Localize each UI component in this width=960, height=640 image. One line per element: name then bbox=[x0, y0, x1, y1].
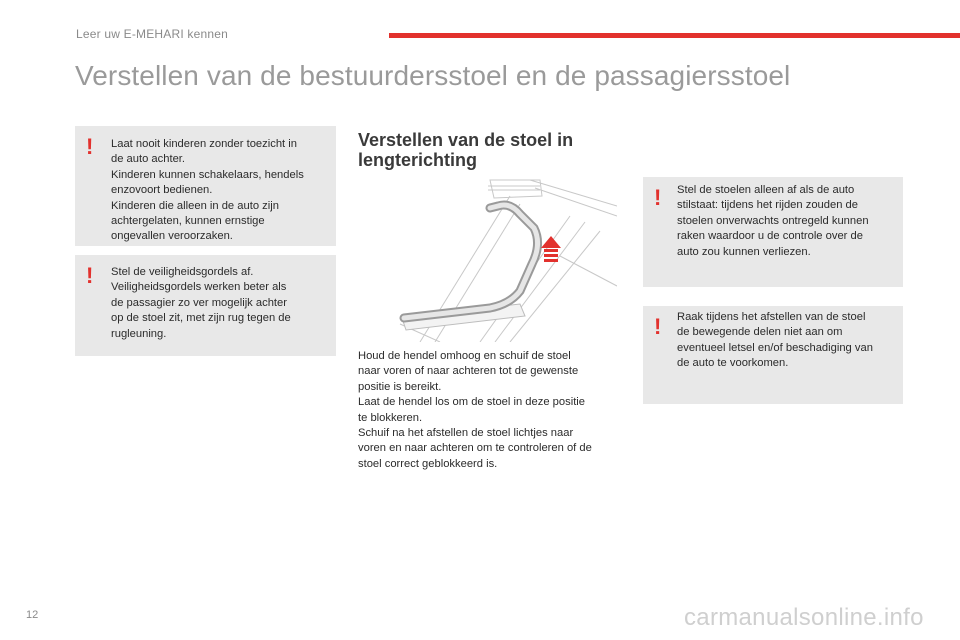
instruction-text: Houd de hendel omhoog en schuif de stoel naar voren of naar achteren tot de gewenste positie is bereikt. Laat de hendel los om de stoel in deze positie te blokkeren. Schuif na het afstellen de stoel lichtjes naar voren en naar achteren om te controleren of de stoel correct geblokkeerd is. bbox=[358, 350, 592, 470]
section-label: Leer uw E-MEHARI kennen bbox=[76, 27, 228, 41]
watermark: carmanualsonline.info bbox=[684, 604, 924, 631]
warning-box-moving-parts bbox=[643, 306, 903, 404]
page-number: 12 bbox=[26, 609, 39, 621]
section-heading: Verstellen van de stoel in lengterichting bbox=[358, 130, 574, 170]
exclamation-icon: ! bbox=[86, 263, 94, 288]
page-title: Verstellen van de bestuurdersstoel en de passagiersstoel bbox=[75, 60, 791, 91]
seat-lever-illustration bbox=[360, 176, 617, 342]
header-accent-bar bbox=[389, 33, 960, 38]
warning-text: Stel de veiligheidsgordels af. Veiligheidsgordels werken beter als de passagier zo ver mogelijk achter op de stoel zit, met zijn rug tegen de rugleuning. bbox=[111, 266, 291, 340]
warning-box-children bbox=[75, 126, 336, 246]
exclamation-icon: ! bbox=[654, 185, 662, 210]
exclamation-icon: ! bbox=[654, 314, 662, 339]
warning-box-seatbelts bbox=[75, 255, 336, 356]
warning-box-stationary bbox=[643, 177, 903, 287]
warning-text: Laat nooit kinderen zonder toezicht in de auto achter. Kinderen kunnen schakelaars, hendels enzovoort bedienen. Kinderen die alleen in de auto zijn achtergelaten, kunnen ernstige ongevallen veroorzaken. bbox=[111, 138, 304, 243]
exclamation-icon: ! bbox=[86, 134, 94, 159]
warning-text: Stel de stoelen alleen af als de auto stilstaat: tijdens het rijden zouden de stoelen onverwachts ontregeld kunnen raken waardoor u de controle over de auto zou kunnen verliezen. bbox=[677, 184, 869, 258]
warning-text: Raak tijdens het afstellen van de stoel de bewegende delen niet aan om eventueel letsel en/of beschadiging van de auto te voorkomen. bbox=[677, 311, 873, 370]
